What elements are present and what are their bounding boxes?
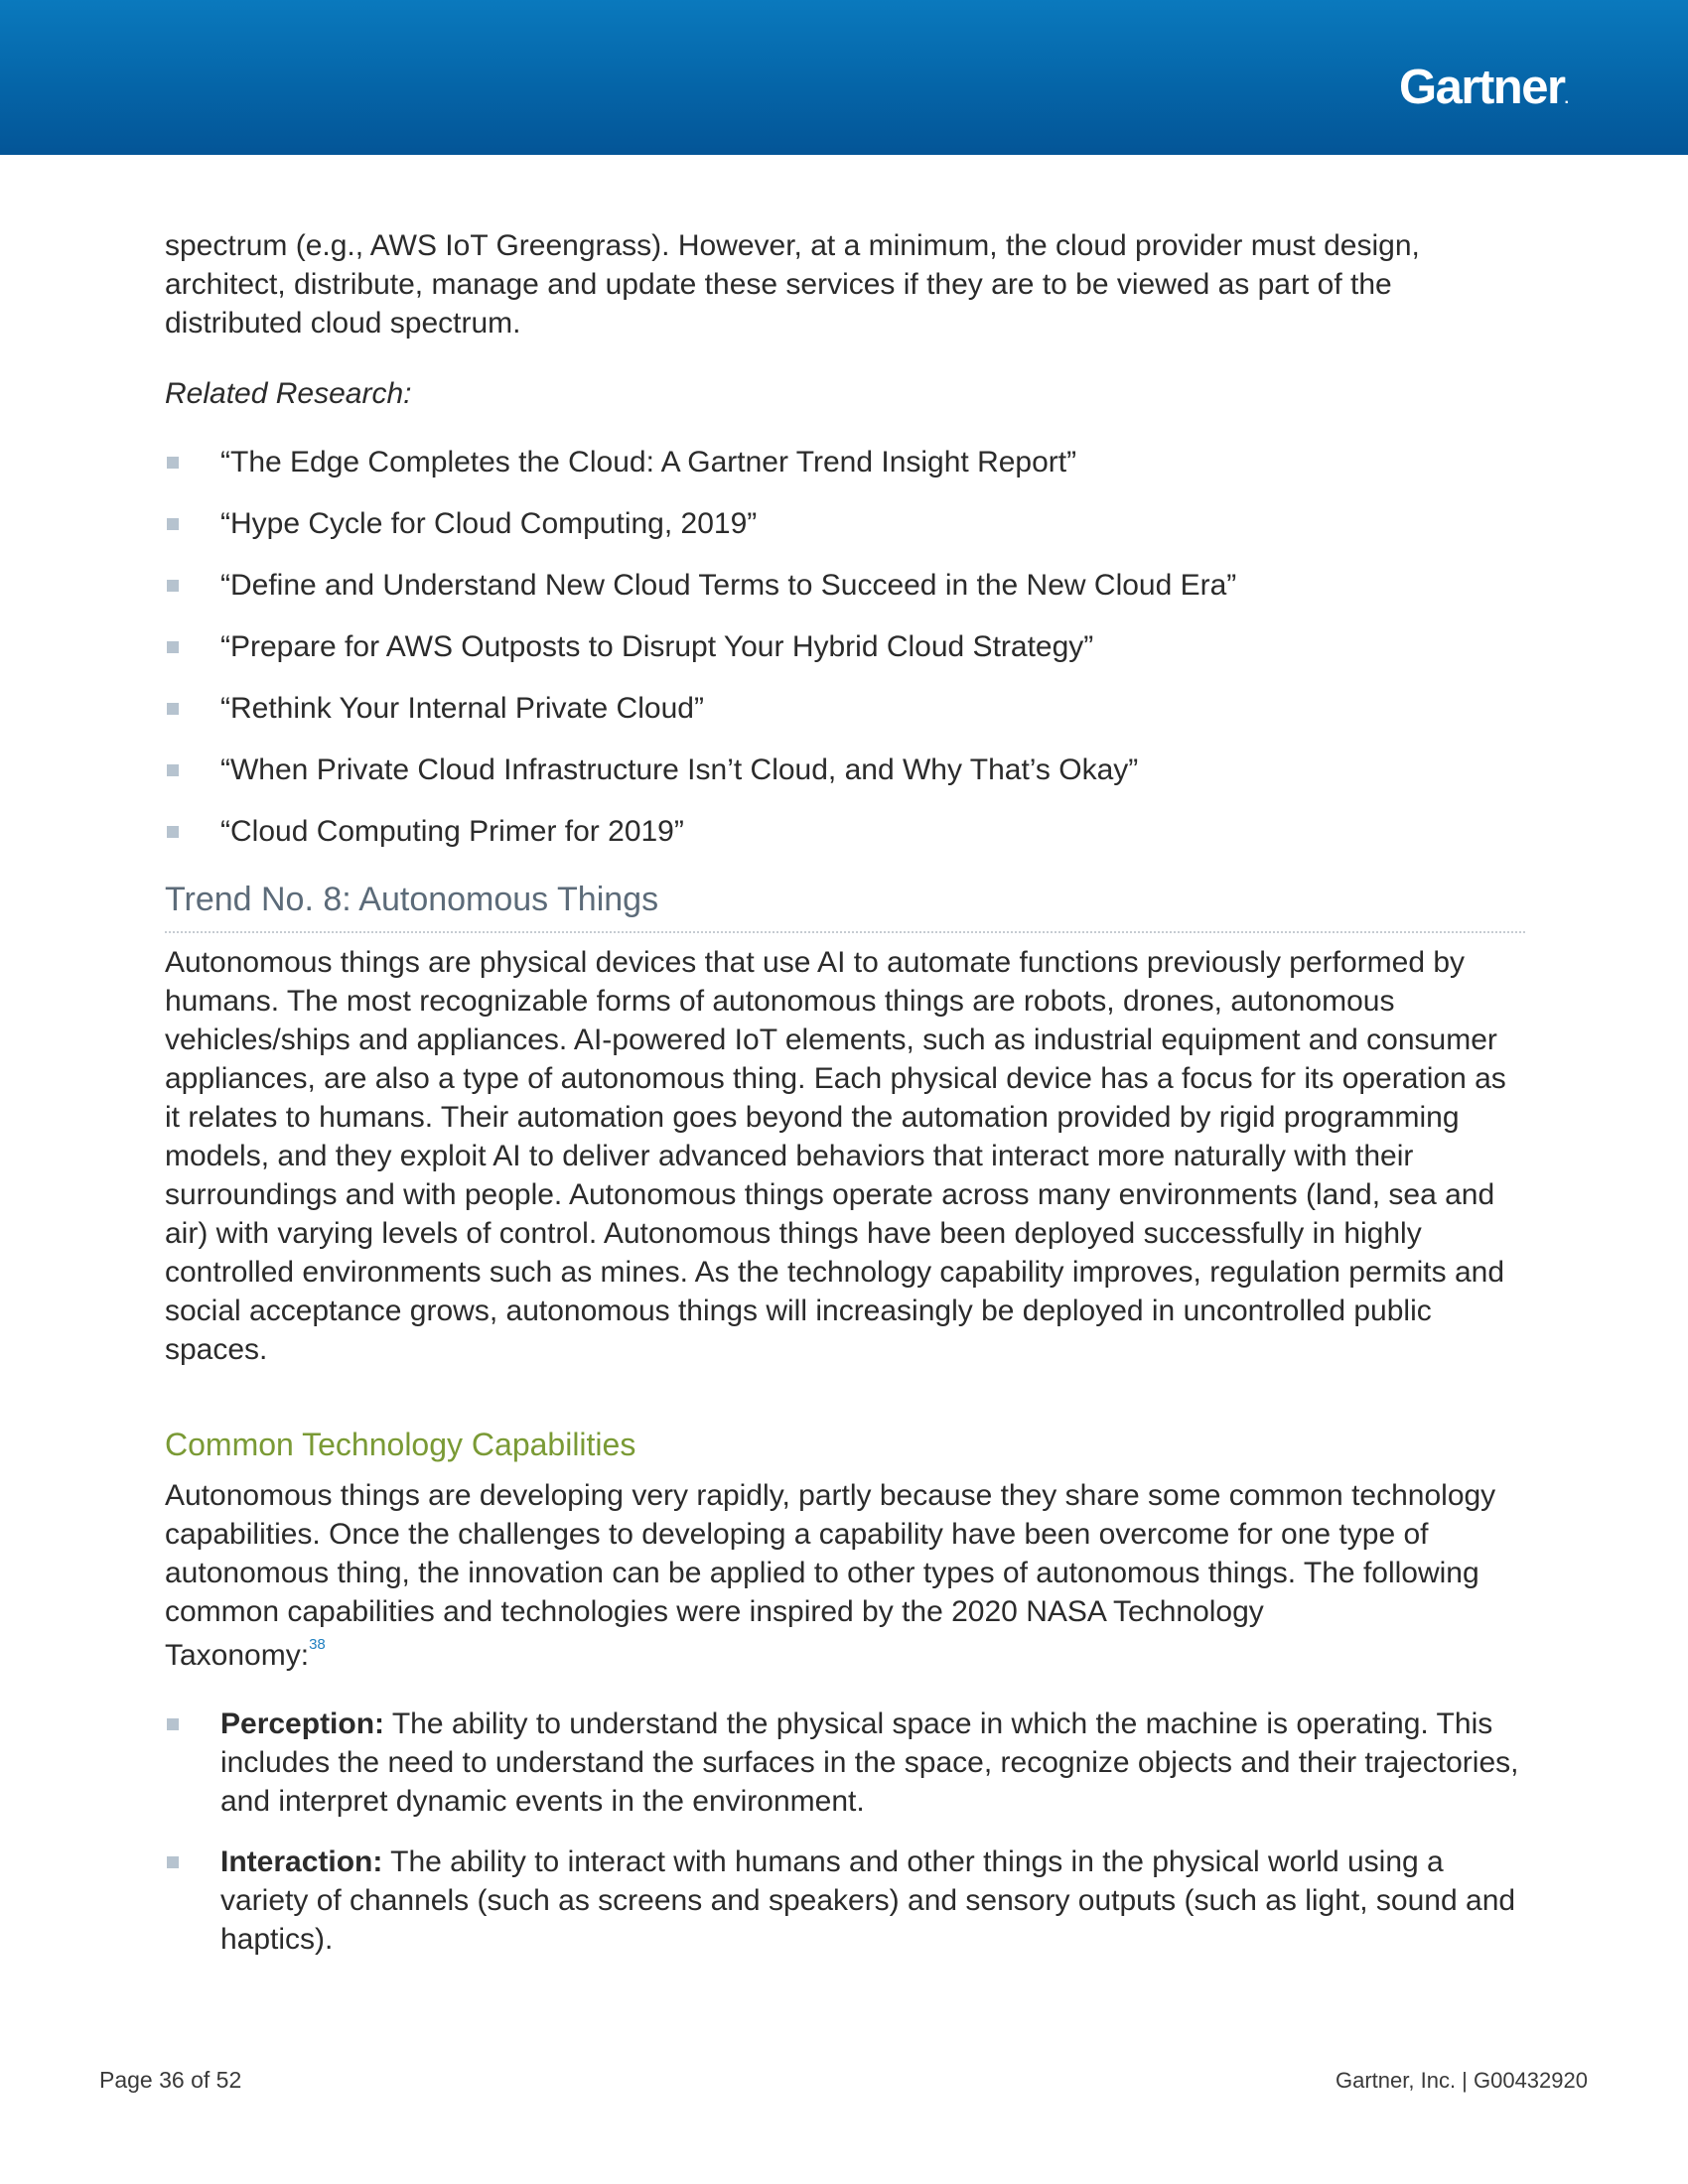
logo-mark: . [1564,90,1569,107]
taxonomy-line [165,1636,1525,1675]
document-id: Gartner, Inc. | G00432920 [1336,2068,1588,2093]
related-research-link[interactable]: “The Edge Completes the Cloud: A Gartner Trend Insight Report” [220,446,1077,478]
list-item[interactable] [165,751,1525,789]
bullet-square-icon [167,518,179,530]
header-band [0,0,1688,155]
list-item[interactable] [165,566,1525,605]
capabilities-heading: Common Technology Capabilities [165,1427,636,1462]
intro-paragraph: spectrum (e.g., AWS IoT Greengrass). However, at a minimum, the cloud provider must design, architect, distribute, manage and update these services if they are to be viewed as part of the distributed cloud spectrum. [165,229,1420,340]
related-research-link[interactable]: “Cloud Computing Primer for 2019” [220,815,684,848]
gartner-logo [1399,61,1569,114]
trend-heading: Trend No. 8: Autonomous Things [165,878,1525,933]
list-item [165,1843,1525,1959]
capability-description: The ability to interact with humans and other things in the physical world using a variety of channels (such as screens and speakers) and sensory outputs (such as light, sound and haptics). [220,1845,1516,1956]
list-item[interactable] [165,443,1525,481]
capability-term: Perception: [220,1707,385,1740]
list-item[interactable] [165,812,1525,851]
bullet-square-icon [167,457,179,469]
logo-text: Gartner [1399,61,1565,114]
related-research-link[interactable]: “When Private Cloud Infrastructure Isn’t Cloud, and Why That’s Okay” [220,753,1139,786]
list-item[interactable] [165,504,1525,543]
footnote-link[interactable]: 38 [309,1636,326,1653]
autonomous-things-paragraph: Autonomous things are physical devices that use AI to automate functions previously performed by humans. The most recognizable forms of autonomous things are robots, drones, autonomous vehicles/ships and appliances. AI-powered IoT elements, such as industrial equipment and consumer appliances, are also a type of autonomous thing. Each physical device has a focus for its operation as it relates to humans. Their automation goes beyond the automation provided by rigid programming models, and they exploit AI to deliver advanced behaviors that interact more naturally with their surroundings and with people. Autonomous things operate across many environments (land, sea and air) with varying levels of control. Autonomous things have been deployed successfully in highly controlled environments such as mines. As the technology capability improves, regulation permits and social acceptance grows, autonomous things will increasingly be deployed in uncontrolled public spaces. [165,946,1506,1366]
related-research-link[interactable]: “Define and Understand New Cloud Terms to Succeed in the New Cloud Era” [220,569,1237,602]
bullet-square-icon [167,1856,179,1868]
bullet-square-icon [167,1718,179,1730]
bullet-square-icon [167,764,179,776]
capabilities-list [165,1705,1525,1959]
bullet-square-icon [167,703,179,715]
page-number: Page 36 of 52 [99,2067,242,2093]
related-research-link[interactable]: “Rethink Your Internal Private Cloud” [220,692,704,725]
related-research-label: Related Research: [165,377,412,410]
bullet-square-icon [167,580,179,592]
bullet-square-icon [167,826,179,838]
list-item[interactable] [165,627,1525,666]
capability-description: The ability to understand the physical space in which the machine is operating. This includes the need to understand the surfaces in the space, recognize objects and their trajectories, and interpret dynamic events in the environment. [220,1707,1519,1818]
capabilities-paragraph: Autonomous things are developing very rapidly, partly because they share some common technology capabilities. Once the challenges to developing a capability have been overcome for one type of autonomous thing, the innovation can be applied to other types of autonomous things. The following common capabilities and technologies were inspired by the 2020 NASA Technology [165,1479,1496,1628]
page-content [165,226,1525,1980]
related-research-list [165,443,1525,851]
taxonomy-word: Taxonomy: [165,1639,310,1672]
related-research-link[interactable]: “Prepare for AWS Outposts to Disrupt Your Hybrid Cloud Strategy” [220,630,1094,663]
capability-term: Interaction: [220,1845,383,1878]
bullet-square-icon [167,641,179,653]
related-research-link[interactable]: “Hype Cycle for Cloud Computing, 2019” [220,507,758,540]
list-item[interactable] [165,689,1525,728]
list-item [165,1705,1525,1821]
